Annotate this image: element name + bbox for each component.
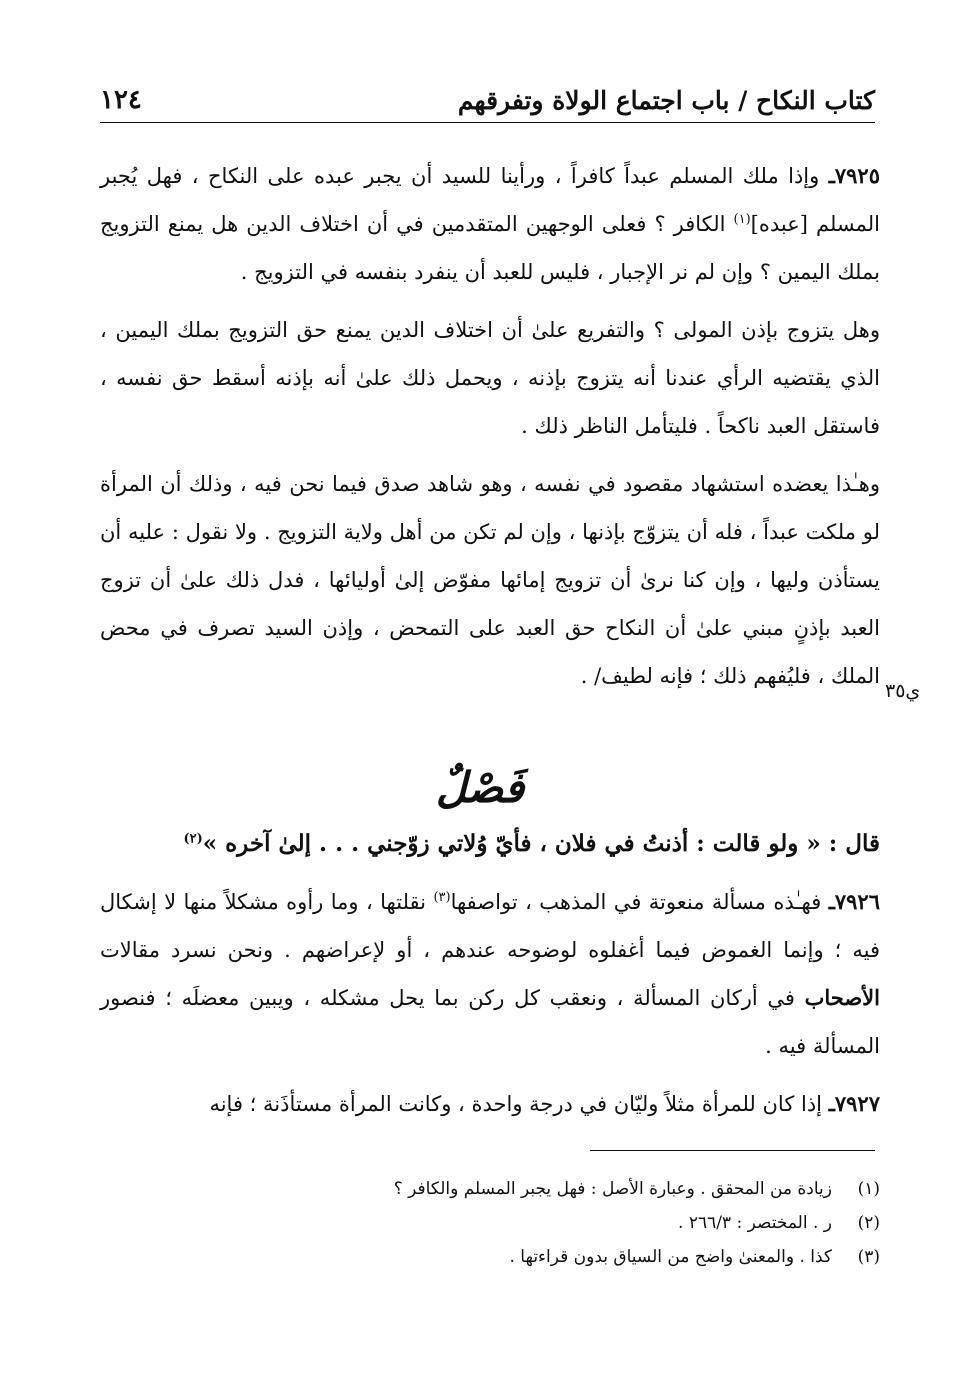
header-title: كتاب النكاح / باب اجتماع الولاة وتفرقهم xyxy=(457,85,875,115)
paragraph: وهل يتزوج بإذن المولى ؟ والتفريع علىٰ أن اختلاف الدين يمنع حق التزويج بملك اليمين ، الذي يقتضيه الرأي عندنا أنه يتزوج بإذنه ، ويحمل ذلك علىٰ أنه بإذنه أسقط حق نفسه ، فاستقل العبد ناكحاً . فليتأمل الناظر ذلك . xyxy=(100,318,880,438)
paragraph-text: فهـٰذه مسألة منعوتة في المذهب ، تواصفها xyxy=(450,890,822,914)
ornament-text: فَصْلٌ xyxy=(435,762,525,812)
paragraph-text: الكافر ؟ فعلى الوجهين المتقدمين في أن اختلاف الدين هل يمنع التزويج بملك اليمين ؟ وإن لم نر الإجبار ، فليس للعبد أن ينفرد بنفسه في التزويج . xyxy=(100,212,880,284)
footnote-text: ر . المختصر : ٢٦٦/٣ . xyxy=(678,1213,832,1233)
paragraph: وهـٰذا يعضده استشهاد مقصود في نفسه ، وهو شاهد صدق فيما نحن فيه ، وذلك أن المرأة لو ملكت عبداً ، فله أن يتزوّج بإذنها ، وإن لم تكن من أهل ولاية التزويج . ولا نقول : عليه أن يستأذن وليها ، وإن كنا نرىٰ أن تزويج إمائها مفوّض إلىٰ أوليائها ، فدل ذلك علىٰ أن تزوج العبد بإذنٍ مبني علىٰ أن النكاح حق العبد على التمحض ، وإذن السيد تصرف في محض الملك ، فليُفهم ذلك ؛ فإنه لطيف/ . xyxy=(100,472,880,688)
main-text xyxy=(100,152,880,710)
footnote-text: كذا . والمعنىٰ واضح من السياق بدون قراءتها . xyxy=(509,1247,832,1267)
footnote-number: (٣) xyxy=(857,1247,880,1267)
margin-note: ي٣٥ xyxy=(885,680,921,702)
footnote-ref[interactable]: (٣) xyxy=(433,890,451,905)
paragraph-text: وإذا ملك المسلم عبداً كافراً ، ورأينا للسيد أن يجبر عبده على النكاح ، فهل يُجبر المسلم [عبده] xyxy=(100,164,881,236)
paragraph-number: ٧٩٢٥ـ xyxy=(828,163,880,188)
section-heading xyxy=(100,820,880,868)
footnote xyxy=(100,1206,880,1240)
footnotes xyxy=(100,1172,880,1274)
page-number: ١٢٤ xyxy=(100,85,142,115)
footnote-ref[interactable]: (١) xyxy=(733,212,751,227)
footnote-ref[interactable]: (٢) xyxy=(183,831,203,847)
main-text-continued xyxy=(100,878,880,1138)
paragraph-7927 xyxy=(100,1080,880,1128)
paragraph-7926 xyxy=(100,878,880,1070)
footnote xyxy=(100,1240,880,1274)
heading-text: قال : « ولو قالت : أذنتُ في فلان ، فأيّ وُلاتي زوّجني . . . إلىٰ آخره » xyxy=(202,830,880,857)
paragraph-text: في أركان المسألة ، ونعقب كل ركن بما يحل مشكله ، ويبين معضلَه ؛ فنصور المسألة فيه . xyxy=(100,986,880,1058)
footnote-number: (٢) xyxy=(857,1213,880,1233)
running-header xyxy=(100,78,875,123)
footnote xyxy=(100,1172,880,1206)
paragraph-number: ٧٩٢٦ـ xyxy=(828,889,880,914)
paragraph-number: ٧٩٢٧ـ xyxy=(828,1091,880,1116)
paragraph-text: إذا كان للمرأة مثلاً وليّان في درجة واحدة ، وكانت المرأة مستأذَنة ؛ فإنه xyxy=(209,1092,823,1116)
footnote-number: (١) xyxy=(857,1179,880,1199)
footnote-divider xyxy=(590,1150,875,1151)
footnote-text: زيادة من المحقق . وعبارة الأصل : فهل يجبر المسلم والكافر ؟ xyxy=(393,1179,832,1199)
emphasized-word: الأصحاب xyxy=(804,985,880,1010)
paragraph-text: نقلتها ، وما رأوه مشكلاً منها لا إشكال فيه ؛ وإنما الغموض فيما أغفلوه لوضوحه عندهم ، أو لإعراضهم . ونحن نسرد مقالات xyxy=(100,890,880,962)
section-ornament xyxy=(390,752,570,822)
paragraph-7925 xyxy=(100,152,880,296)
